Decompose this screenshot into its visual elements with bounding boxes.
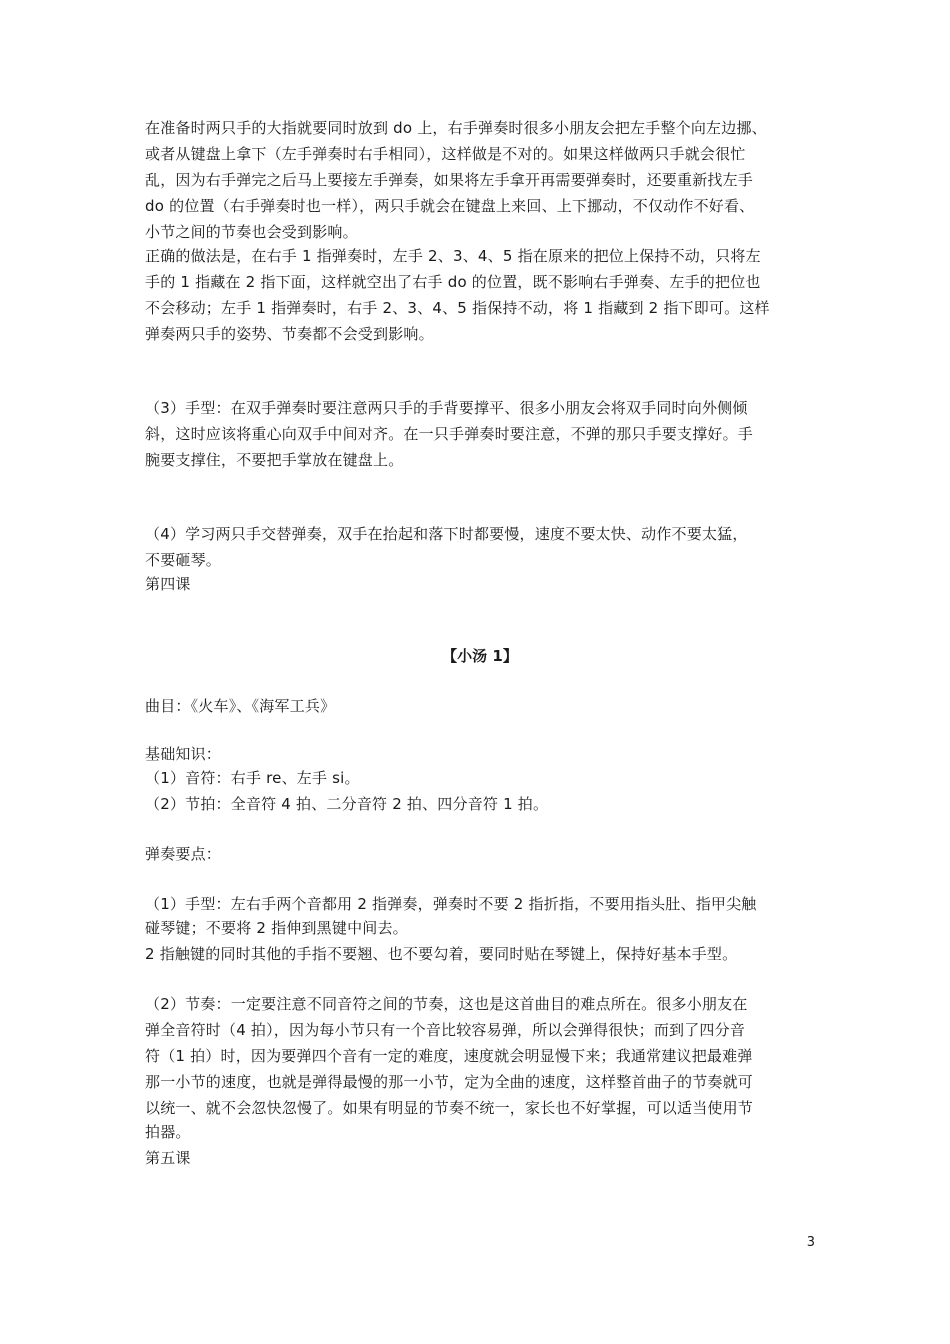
section-title: 【小汤 1】 (442, 647, 518, 665)
lesson-heading: 第四课 (145, 575, 191, 593)
text-line: 小节之间的节奏也会受到影响。 (145, 223, 358, 241)
text-line: （1）手型：左右手两个音都用 2 指弹奏，弹奏时不要 2 指折指，不要用指头肚、指甲尖触 (145, 895, 757, 913)
text-line: 斜，这时应该将重心向双手中间对齐。在一只手弹奏时要注意，不弹的那只手要支撑好。手 (145, 425, 754, 443)
text-line: （4）学习两只手交替弹奏，双手在抬起和落下时都要慢，速度不要太快、动作不要太猛， (145, 525, 748, 543)
text-line: 以统一、就不会忽快忽慢了。如果有明显的节奏不统一，家长也不好掌握，可以适当使用节 (145, 1099, 754, 1117)
text-line: 那一小节的速度，也就是弹得最慢的那一小节，定为全曲的速度，这样整首曲子的节奏就可 (145, 1073, 754, 1091)
text-line: 手的 1 指藏在 2 指下面，这样就空出了右手 do 的位置，既不影响右手弹奏、左手的把位也 (145, 273, 761, 291)
text-line: 弹奏要点： (145, 845, 222, 863)
text-line: 弹奏两只手的姿势、节奏都不会受到影响。 (145, 325, 434, 343)
text-line: 拍器。 (145, 1123, 191, 1141)
text-line: 在准备时两只手的大指就要同时放到 do 上，右手弹奏时很多小朋友会把左手整个向左边挪、 (145, 119, 767, 137)
text-line: 基础知识： (145, 745, 222, 763)
text-line: 碰琴键；不要将 2 指伸到黑键中间去。 (145, 919, 408, 937)
text-line: 弹全音符时（4 拍），因为每小节只有一个音比较容易弹，所以会弹得很快；而到了四分音 (145, 1021, 746, 1039)
text-line: 不要砸琴。 (145, 551, 222, 569)
text-line: 或者从键盘上拿下（左手弹奏时右手相同），这样做是不对的。如果这样做两只手就会很忙 (145, 145, 746, 163)
text-line: 曲目：《火车》、《海军工兵》 (145, 697, 336, 715)
text-line: do 的位置（右手弹奏时也一样），两只手就会在键盘上来回、上下挪动，不仅动作不好看、 (145, 197, 755, 215)
text-line: 2 指触键的同时其他的手指不要翘、也不要勾着，要同时贴在琴键上，保持好基本手型。 (145, 945, 738, 963)
page-number: 3 (806, 1235, 815, 1250)
text-line: 不会移动；左手 1 指弹奏时，右手 2、3、4、5 指保持不动，将 1 指藏到 2 指下即可。这样 (145, 299, 770, 317)
lesson-heading: 第五课 (145, 1149, 191, 1167)
text-line: （2）节拍：全音符 4 拍、二分音符 2 拍、四分音符 1 拍。 (145, 795, 549, 813)
text-line: 乱，因为右手弹完之后马上要接左手弹奏，如果将左手拿开再需要弹奏时，还要重新找左手 (145, 171, 754, 189)
text-line: 正确的做法是，在右手 1 指弹奏时，左手 2、3、4、5 指在原来的把位上保持不动，只将左 (145, 247, 761, 265)
text-line: （2）节奏：一定要注意不同音符之间的节奏，这也是这首曲目的难点所在。很多小朋友在 (145, 995, 748, 1013)
text-line: 腕要支撑住，不要把手掌放在键盘上。 (145, 451, 404, 469)
text-line: （1）音符：右手 re、左手 si。 (145, 769, 360, 787)
text-line: （3）手型：在双手弹奏时要注意两只手的手背要撑平、很多小朋友会将双手同时向外侧倾 (145, 399, 748, 417)
text-line: 符（1 拍）时，因为要弹四个音有一定的难度，速度就会明显慢下来；我通常建议把最难弹 (145, 1047, 753, 1065)
